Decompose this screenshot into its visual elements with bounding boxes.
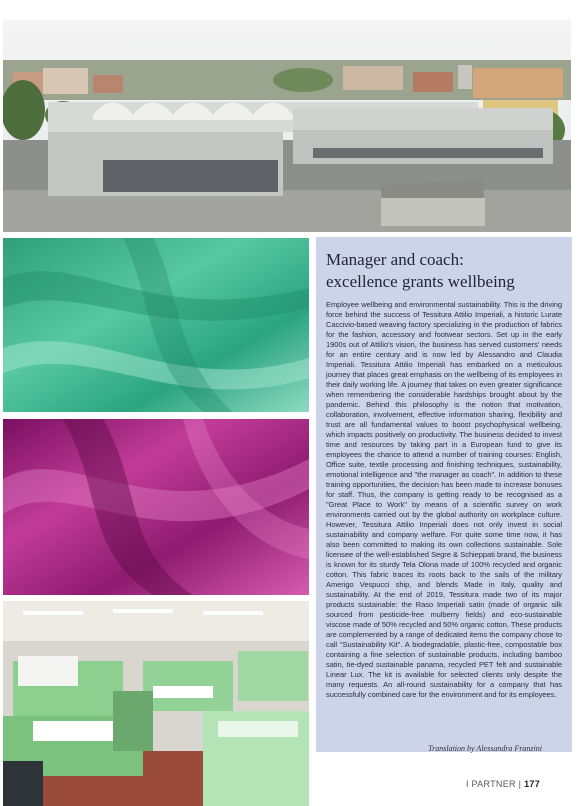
green-fabric-photo xyxy=(3,238,309,412)
article-headline xyxy=(326,249,562,293)
headline-line-1: Manager and coach: xyxy=(326,250,464,269)
headline-line-2: excellence grants wellbeing xyxy=(326,272,515,291)
factory-aerial-photo xyxy=(3,20,571,232)
article-panel xyxy=(316,237,572,752)
magenta-fabric-photo xyxy=(3,419,309,595)
weaving-looms-photo xyxy=(3,601,309,806)
translation-credit: Translation by Alessandra Franzini xyxy=(428,744,542,753)
page-number: 177 xyxy=(524,779,540,789)
page-folio xyxy=(466,779,540,789)
magazine-name: I PARTNER | xyxy=(465,779,522,789)
article-body: Employee wellbeing and environmental sustainability. This is the driving force behind the success of Tessitura Attilio Imperiali, a historic Lurate Caccivio-based weaving factory specializing in the production of fabrics for the fashion, accessory and footwear sectors. Set up in the early 1900s out of Attilio's vision, the business has served customers' needs for an entire century and is now led by Alessandro and Claudia Imperiali. Tessitura Attilio Imperiali has embarked on a meticulous journey that places great emphasis on the wellbeing of its employees in their daily working life. A journey that takes on even greater significance when remembering the considerable hardships brought about by the pandemic. Behind this philosophy is the notion that motivation, collaboration, involvement, effective information sharing, flexibility and trust are all fundamental values to boost psychophysical wellbeing, which impacts positively on productivity. The business decided to invest time and resources by taking part in a European fund to give its employees the chance to attend a number of training courses: English, Office suite, textile processing and finishing techniques, sustainability, emotional intelligence and "the manager as coach". In addition to these training opportunities, the decision has been made to increase bonuses for staff. Thus, the company is getting ready to be recognised as a "Great Place to Work" by means of a scientific survey on work environments carried out by the global authority on workplace culture. However, Tessitura Attilio Imperiali does not only invest in social sustainability and company welfare. For quite some time now, it has also been committed to making its own collections sustainable. Sole licensee of the well-established Segre & Schieppati brand, the business is known for its sturdy Tela Olona made of 100% recycled and organic cotton. This fabric traces its roots back to the sails of the military Amerigo Vespucci ship, and blends Made in Italy, quality and sustainability. At the end of 2019, Tessitura made two of its major products sustainable: the Raso Imperiali satin (made of organic silk sourced from pesticide-free mulberry fields) and eco-sustainable viscose made of 50% recycled and 50% organic cotton. These products are complemented by a range of dedicated items the company chose to call "Sustainability Kit". A biodegradable, plastic-free, compostable box containing a fine selection of sustainable products, including bamboo satin, tie-dyed sustainable panama, recycled PET felt and sustainable Linear Lux. The kit is available for selected clients only despite the many requests. An all-round sustainability for a company that has successfully combined care for the environment and for its employees. xyxy=(326,300,562,699)
